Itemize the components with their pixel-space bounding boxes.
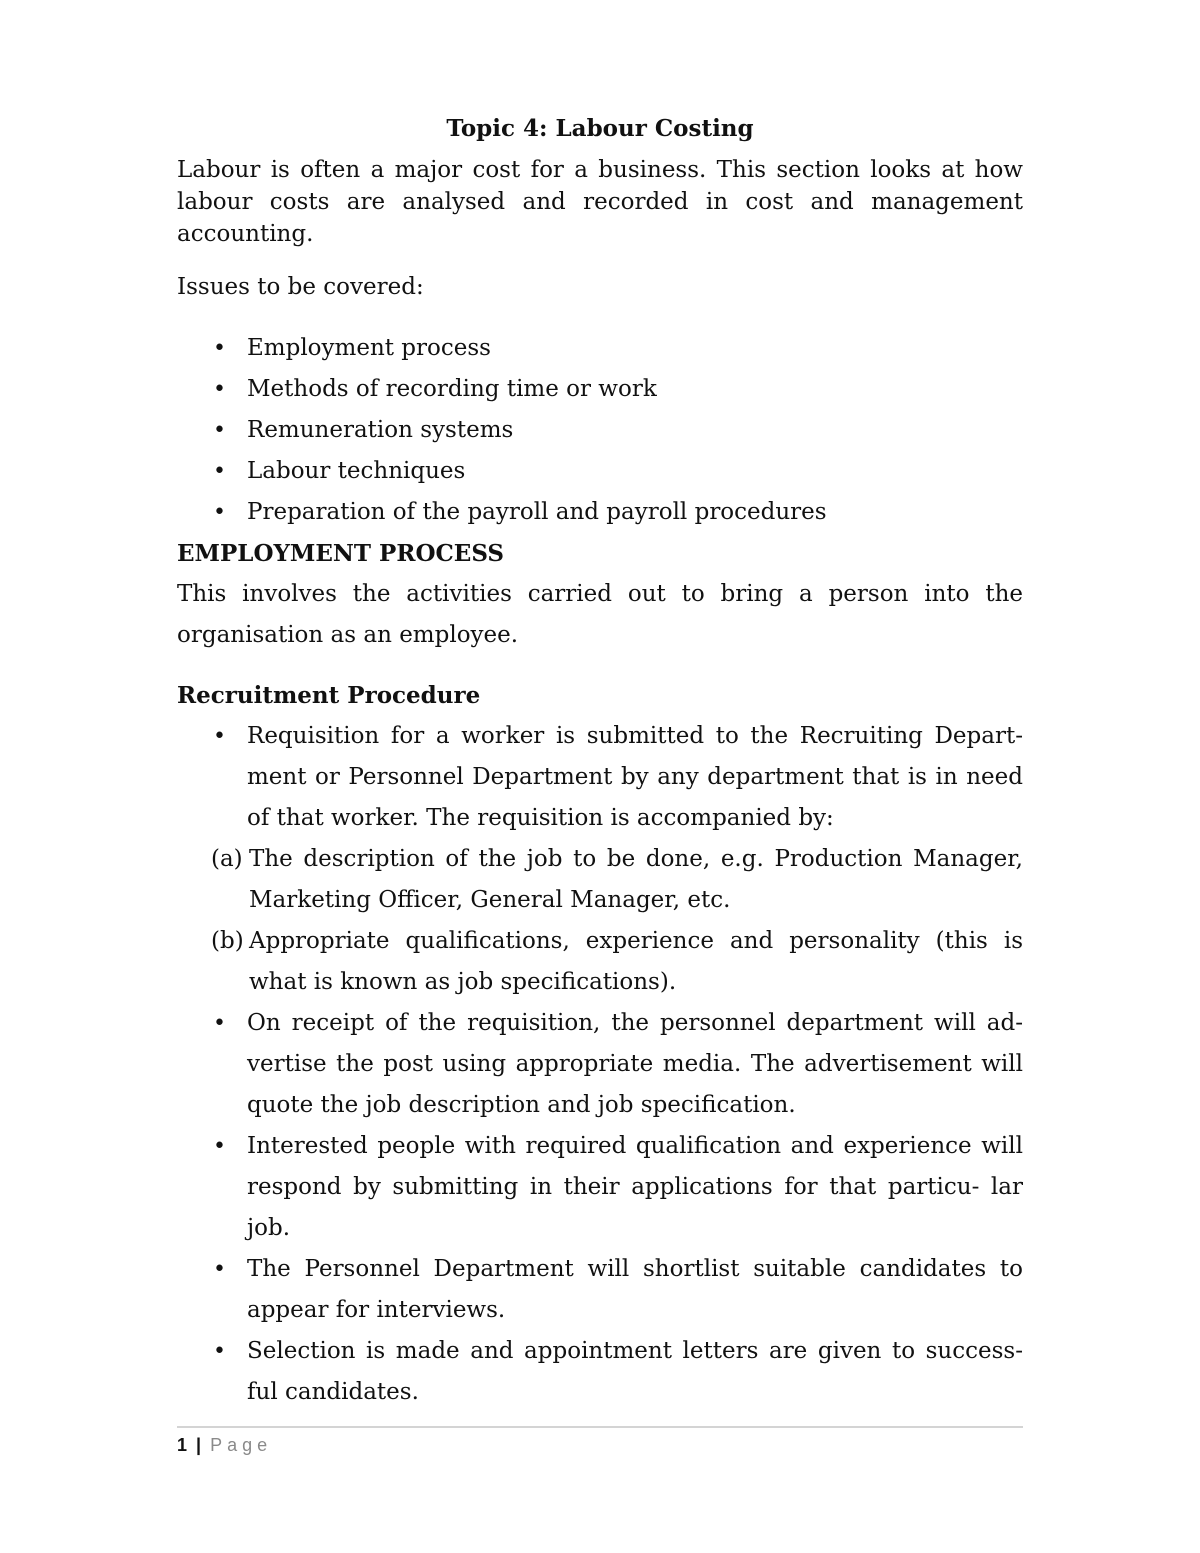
issues-label: Issues to be covered: xyxy=(177,274,424,300)
bullet-icon: • xyxy=(213,336,226,361)
list-item-text: Preparation of the payroll and payroll procedures xyxy=(247,499,827,525)
employment-paragraph: This involves the activities carried out to bring a person into the organisation as an employee. xyxy=(177,581,1023,648)
bullet-icon: • xyxy=(213,1011,226,1036)
sub-item-marker: (b) xyxy=(211,928,244,954)
list-item xyxy=(177,492,1023,533)
recruitment-heading: Recruitment Procedure xyxy=(177,682,481,709)
list-item-text: The Personnel Department will shortlist suitable candidates to appear for interviews. xyxy=(247,1256,1023,1323)
bullet-icon: • xyxy=(213,1257,226,1282)
page-footer xyxy=(177,1432,272,1458)
list-item xyxy=(177,1331,1023,1413)
issues-list xyxy=(177,328,1023,533)
sub-list-item xyxy=(177,839,1023,921)
bullet-icon: • xyxy=(213,1339,226,1364)
sub-item-text: The description of the job to be done, e.g. Production Manager, Marketing Officer, General Manager, etc. xyxy=(249,846,1023,913)
bullet-icon: • xyxy=(213,418,226,443)
bullet-icon: • xyxy=(213,500,226,525)
list-item-text: Methods of recording time or work xyxy=(247,376,657,402)
list-item xyxy=(177,369,1023,410)
page-number: 1 xyxy=(177,1435,188,1455)
footer-separator: | xyxy=(196,1435,202,1455)
list-item xyxy=(177,451,1023,492)
list-item-text: Employment process xyxy=(247,335,491,361)
bullet-icon: • xyxy=(213,724,226,749)
recruitment-list xyxy=(177,716,1023,839)
sub-item-marker: (a) xyxy=(211,846,243,872)
list-item-text: Requisition for a worker is submitted to the Recruiting Depart- ment or Personnel Department by any department that is in need of that worker. The requisition is accompanied by: xyxy=(247,723,1023,831)
list-item xyxy=(177,1126,1023,1249)
list-item-text: Remuneration systems xyxy=(247,417,514,443)
employment-heading: EMPLOYMENT PROCESS xyxy=(177,540,505,567)
bullet-icon: • xyxy=(213,377,226,402)
page-title: Topic 4: Labour Costing xyxy=(446,115,754,142)
list-item-text: On receipt of the requisition, the personnel department will ad- vertise the post using appropriate media. The advertisement will quote the job description and job specification. xyxy=(247,1010,1023,1118)
sub-list-item xyxy=(177,921,1023,1003)
sub-item-text: Appropriate qualifications, experience and personality (this is what is known as job specifications). xyxy=(249,928,1023,995)
list-item-text: Labour techniques xyxy=(247,458,466,484)
footer-divider xyxy=(177,1426,1023,1428)
intro-paragraph: Labour is often a major cost for a business. This section looks at how labour costs are analysed and recorded in cost and management accounting. xyxy=(177,157,1023,247)
bullet-icon: • xyxy=(213,1134,226,1159)
list-item xyxy=(177,1003,1023,1126)
list-item xyxy=(177,1249,1023,1331)
document-body xyxy=(177,112,1023,1413)
recruitment-list-continued xyxy=(177,1003,1023,1413)
list-item xyxy=(177,328,1023,369)
list-item xyxy=(177,410,1023,451)
page-label: Page xyxy=(210,1435,273,1455)
list-item-text: Interested people with required qualification and experience will respond by submitting in their applications for that particu- lar job. xyxy=(247,1133,1023,1241)
list-item-text: Selection is made and appointment letters are given to success- ful candidates. xyxy=(247,1338,1023,1405)
bullet-icon: • xyxy=(213,459,226,484)
list-item xyxy=(177,716,1023,839)
